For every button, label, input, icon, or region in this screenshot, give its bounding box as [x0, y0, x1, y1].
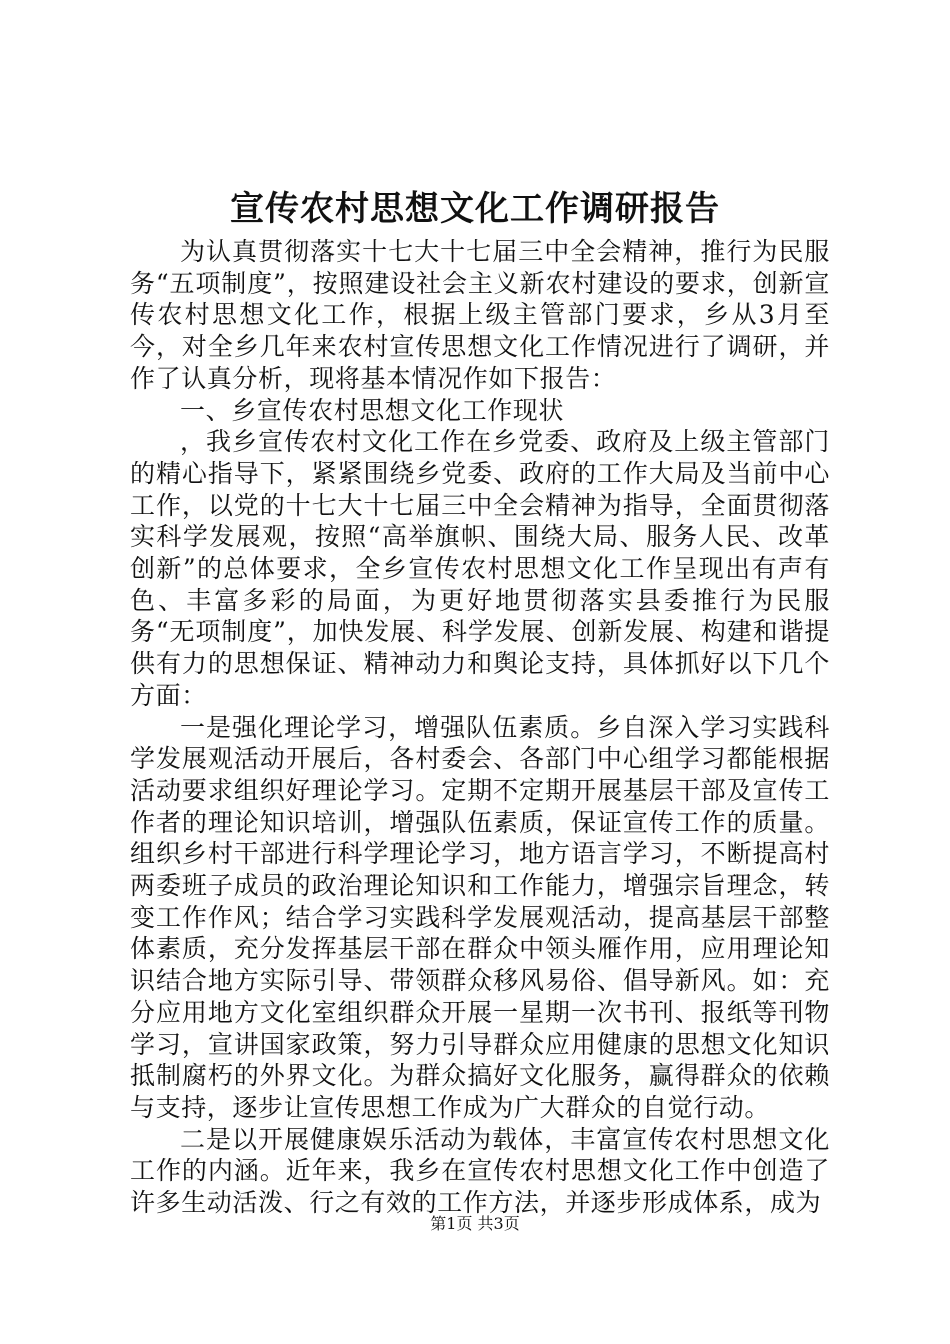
body-paragraph: 一是强化理论学习，增强队伍素质。乡自深入学习实践科学发展观活动开展后，各村委会、各部门中心组学习都能根据活动要求组织好理论学习。定期不定期开展基层干部及宣传工作者的理论知识培训，增强队伍素质，保证宣传工作的质量。组织乡村干部进行科学理论学习，地方语言学习，不断提高村两委班子成员的政治理论知识和工作能力，增强宗旨理念，转变工作作风；结合学习实践科学发展观活动，提高基层干部整体素质，充分发挥基层干部在群众中领头雁作用，应用理论知识结合地方实际引导、带领群众移风易俗、倡导新风。如：充分应用地方文化室组织群众开展一星期一次书刊、报纸等刊物学习，宣讲国家政策，努力引导群众应用健康的思想文化知识抵制腐朽的外界文化。为群众搞好文化服务，赢得群众的依赖与支持，逐步让宣传思想工作成为广大群众的自觉行动。: [130, 712, 830, 1122]
section-heading: 一、乡宣传农村思想文化工作现状: [180, 395, 565, 425]
document-body: [130, 236, 830, 1219]
body-paragraph: 二是以开展健康娱乐活动为载体，丰富宣传农村思想文化工作的内涵。近年来，我乡在宣传农村思想文化工作中创造了许多生动活泼、行之有效的工作方法，并逐步形成体系，成为: [130, 1124, 830, 1218]
page-number: 第1页 共3页: [430, 1214, 520, 1233]
body-paragraph: ，我乡宣传农村文化工作在乡党委、政府及上级主管部门的精心指导下，紧紧围绕乡党委、政府的工作大局及当前中心工作，以党的十七大十七届三中全会精神为指导，全面贯彻落实科学发展观，按照“高举旗帜、围绕大局、服务人民、改革创新”的总体要求，全乡宣传农村思想文化工作呈现出有声有色、丰富多彩的局面，为更好地贯彻落实县委推行为民服务“无项制度”，加快发展、科学发展、创新发展、构建和谐提供有力的思想保证、精神动力和舆论支持，具体抓好以下几个方面：: [130, 427, 830, 710]
intro-paragraph: 为认真贯彻落实十七大十七届三中全会精神，推行为民服务“五项制度”，按照建设社会主义新农村建设的要求，创新宣传农村思想文化工作，根据上级主管部门要求，乡从3月至今，对全乡几年来农村宣传思想文化工作情况进行了调研，并作了认真分析，现将基本情况作如下报告：: [130, 237, 830, 393]
document-title: 宣传农村思想文化工作调研报告: [230, 189, 720, 229]
